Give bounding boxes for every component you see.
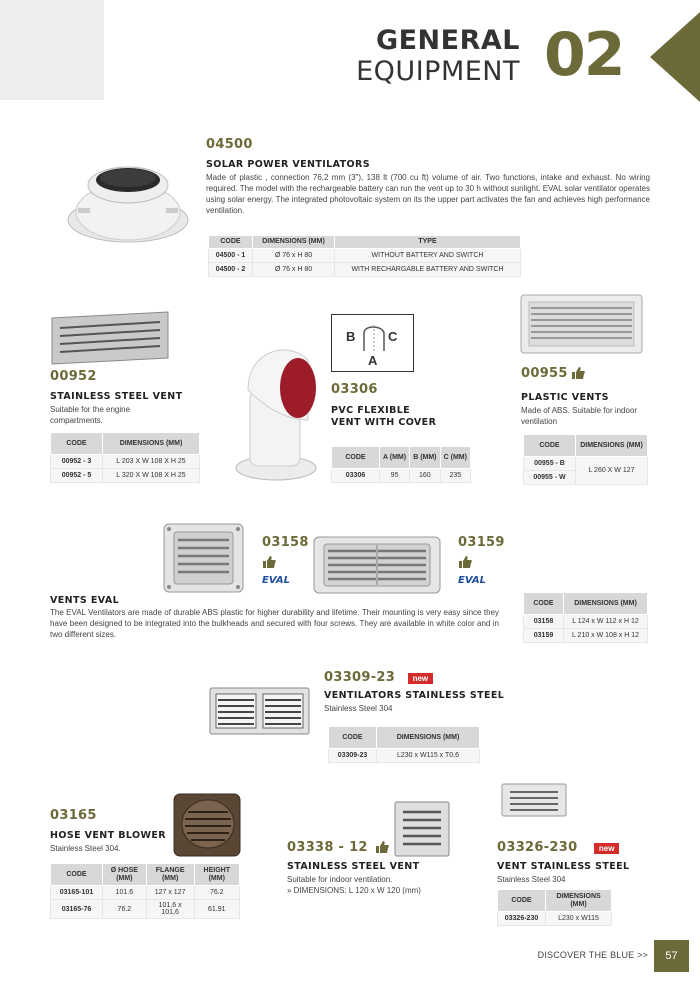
dimension-diagram [331, 314, 414, 372]
product-desc-00955: Made of ABS. Suitable for indoor ventilation [521, 406, 638, 426]
cell-dimensions: L 124 x W 112 x H 12 [564, 615, 648, 629]
product-code-03309: 03309-23 [324, 670, 396, 685]
col-header: HEIGHT (MM) [194, 864, 239, 886]
corner-arrow-icon [650, 12, 700, 102]
product-title-03309: VENTILATORS STAINLESS STEEL [324, 690, 505, 701]
eval-logo: EVAL [262, 575, 291, 586]
product-title-03338: STAINLESS STEEL VENT [287, 861, 420, 872]
cell-a: 95 [380, 469, 410, 483]
col-header: DIMENSIONS (MM) [103, 433, 200, 455]
spec-table-00955 [523, 434, 648, 485]
table-row [329, 749, 480, 763]
cell-code: 00955 - B [524, 457, 576, 471]
table-header-row [51, 433, 200, 455]
product-code-00952: 00952 [50, 369, 97, 384]
square-stainless-vent-image [393, 800, 451, 858]
col-header: A (MM) [380, 447, 410, 469]
table-header-row [524, 593, 648, 615]
header-gray-block [0, 0, 104, 100]
product-desc-03165: Stainless Steel 304. [50, 844, 121, 853]
cell-dimensions: L230 x W115 x T0,6 [377, 749, 480, 763]
page-title [300, 26, 520, 88]
cell-code: 03158 [524, 615, 564, 629]
col-header: FLANGE (MM) [146, 864, 194, 886]
product-code-03158: 03158 [262, 535, 309, 550]
product-desc-03338: Suitable for indoor ventilation. [287, 875, 393, 884]
product-code-04500: 04500 [206, 137, 253, 152]
spec-table-eval [523, 592, 648, 643]
col-header: B (MM) [410, 447, 440, 469]
table-row [51, 455, 200, 469]
cell-flange: 101,6 x 101,6 [146, 900, 194, 919]
table-row [524, 629, 648, 643]
product-desc-00952: Suitable for the engine compartments. [50, 405, 131, 425]
cell-hose: 101.6 [103, 886, 147, 900]
thumbs-up-icon [572, 367, 585, 379]
spec-table-03326 [497, 889, 612, 926]
diagram-shape-icon [360, 323, 388, 353]
col-header: CODE [524, 435, 576, 457]
eval-vent-small-image [162, 522, 245, 594]
new-badge: new [408, 673, 434, 684]
vent-stainless-steel-image [500, 782, 568, 818]
product-code-00955: 00955 [521, 366, 568, 381]
cell-height: 61.91 [194, 900, 239, 919]
col-header: CODE [209, 236, 253, 249]
col-header: CODE [498, 890, 546, 912]
cell-code: 03159 [524, 629, 564, 643]
product-desc-04500: Made of plastic , connection 76,2 mm (3"), 138 lt (700 cu ft) volume of air. Two functions, intake and exhaust. No wiring required. The model with the rechargeable battery can run the vent up to 30 h without sunlight. EVAL solar ventilator operates using solar energy. The integrated photovoltaic system on its the upper part activates the fan and achieves high performance ventilation. [206, 173, 650, 215]
stainless-double-vent-image [208, 686, 311, 736]
cell-type: WITHOUT BATTERY AND SWITCH [335, 249, 521, 263]
table-row [51, 900, 240, 919]
col-header: DIMENSIONS (MM) [377, 727, 480, 749]
cell-height: 76.2 [194, 886, 239, 900]
product-heading-03309 [324, 668, 433, 686]
cell-dimensions: L230 x W115 [546, 912, 612, 926]
col-header: DIMENSIONS (MM) [564, 593, 648, 615]
product-heading-03326 [497, 838, 619, 856]
hose-vent-blower-image [172, 790, 244, 860]
table-row [524, 457, 648, 471]
table-row [209, 249, 521, 263]
table-header-row [524, 435, 648, 457]
cell-code: 00952 - 3 [51, 455, 103, 469]
product-dimensions-03338: » DIMENSIONS: L 120 x W 120 (mm) [287, 886, 421, 895]
thumbs-up-icon [376, 841, 389, 853]
cell-code: 03165-76 [51, 900, 103, 919]
table-header-row [498, 890, 612, 912]
product-title-00955: PLASTIC VENTS [521, 392, 609, 403]
col-header: TYPE [335, 236, 521, 249]
product-title-03326: VENT STAINLESS STEEL [497, 861, 630, 872]
product-title-eval: VENTS EVAL [50, 595, 120, 606]
product-code-03165: 03165 [50, 808, 97, 823]
cell-b: 160 [410, 469, 440, 483]
col-header: C (MM) [440, 447, 470, 469]
table-header-row [332, 447, 471, 469]
product-desc-eval: The EVAL Ventilators are made of durable ABS plastic for higher durability and lifetime. Their mounting is very easy since they have been designed to be integrated into the bulkheads and secured with four screws. They are available in white color and in two different sizes. [50, 608, 499, 639]
cell-dimensions: Ø 76 x H 80 [253, 249, 335, 263]
col-header: CODE [524, 593, 564, 615]
cell-code: 03326-230 [498, 912, 546, 926]
diagram-label-c: C [388, 329, 398, 344]
cell-code: 03165-101 [51, 886, 103, 900]
diagram-label-b: B [346, 329, 356, 344]
cell-dimensions: L 210 x W 108 x H 12 [564, 629, 648, 643]
cell-flange: 127 x 127 [146, 886, 194, 900]
product-code-03159: 03159 [458, 535, 505, 550]
product-desc-03326: Stainless Steel 304 [497, 875, 566, 884]
new-badge: new [594, 843, 620, 854]
table-row [498, 912, 612, 926]
product-code-03338: 03338 - 12 [287, 840, 368, 855]
col-header: DIMENSIONS (MM) [253, 236, 335, 249]
section-number: 02 [544, 20, 624, 90]
thumbs-up-icon [459, 556, 472, 568]
cell-dimensions: L 260 X W 127 [576, 457, 648, 485]
cell-code: 03306 [332, 469, 380, 483]
table-header-row [209, 236, 521, 249]
table-header-row [329, 727, 480, 749]
thumbs-up-icon [263, 556, 276, 568]
cell-code: 04500 - 2 [209, 263, 253, 277]
table-row [51, 886, 240, 900]
spec-table-03165 [50, 863, 240, 919]
spec-table-04500 [208, 235, 521, 277]
plastic-vent-image [519, 293, 644, 355]
table-header-row [51, 864, 240, 886]
table-row [332, 469, 471, 483]
cell-dimensions: L 320 X W 108 X H 25 [103, 469, 200, 483]
spec-table-03309 [328, 726, 480, 763]
product-code-03306: 03306 [331, 382, 378, 397]
col-header: CODE [51, 433, 103, 455]
cell-dimensions: Ø 76 x H 80 [253, 263, 335, 277]
cell-code: 04500 - 1 [209, 249, 253, 263]
cell-hose: 76.2 [103, 900, 147, 919]
col-header: DIMENSIONS (MM) [576, 435, 648, 457]
cell-c: 235 [440, 469, 470, 483]
cell-code: 00952 - 5 [51, 469, 103, 483]
product-title-00952: STAINLESS STEEL VENT [50, 391, 183, 402]
product-heading-00955 [521, 364, 585, 382]
table-row [51, 469, 200, 483]
product-title-04500: SOLAR POWER VENTILATORS [206, 159, 370, 170]
cell-type: WITH RECHARGABLE BATTERY AND SWITCH [335, 263, 521, 277]
product-title-03306: PVC FLEXIBLE VENT WITH COVER [331, 405, 437, 428]
footer-tagline: DISCOVER THE BLUE >> [537, 950, 648, 960]
title-line-1: GENERAL [375, 25, 520, 56]
spec-table-00952 [50, 432, 200, 483]
col-header: CODE [51, 864, 103, 886]
cell-code: 03309-23 [329, 749, 377, 763]
title-line-2: EQUIPMENT [356, 56, 520, 87]
table-row [209, 263, 521, 277]
col-header: CODE [329, 727, 377, 749]
eval-vent-large-image [312, 535, 442, 595]
product-desc-03309: Stainless Steel 304 [324, 704, 393, 713]
pvc-cowl-vent-image [228, 330, 323, 490]
eval-logo: EVAL [458, 575, 487, 586]
solar-ventilator-image [60, 150, 195, 250]
cell-code: 00955 - W [524, 471, 576, 485]
col-header: DIMENSIONS (MM) [546, 890, 612, 912]
stainless-louver-vent-image [50, 310, 170, 366]
product-code-03326: 03326-230 [497, 840, 578, 855]
table-row [524, 615, 648, 629]
product-title-03165: HOSE VENT BLOWER [50, 830, 166, 841]
page-number: 57 [654, 940, 689, 972]
col-header: Ø HOSE (MM) [103, 864, 147, 886]
col-header: CODE [332, 447, 380, 469]
product-heading-03338 [287, 838, 389, 856]
cell-dimensions: L 203 X W 108 X H 25 [103, 455, 200, 469]
diagram-label-a: A [368, 353, 378, 368]
spec-table-03306 [331, 446, 471, 483]
